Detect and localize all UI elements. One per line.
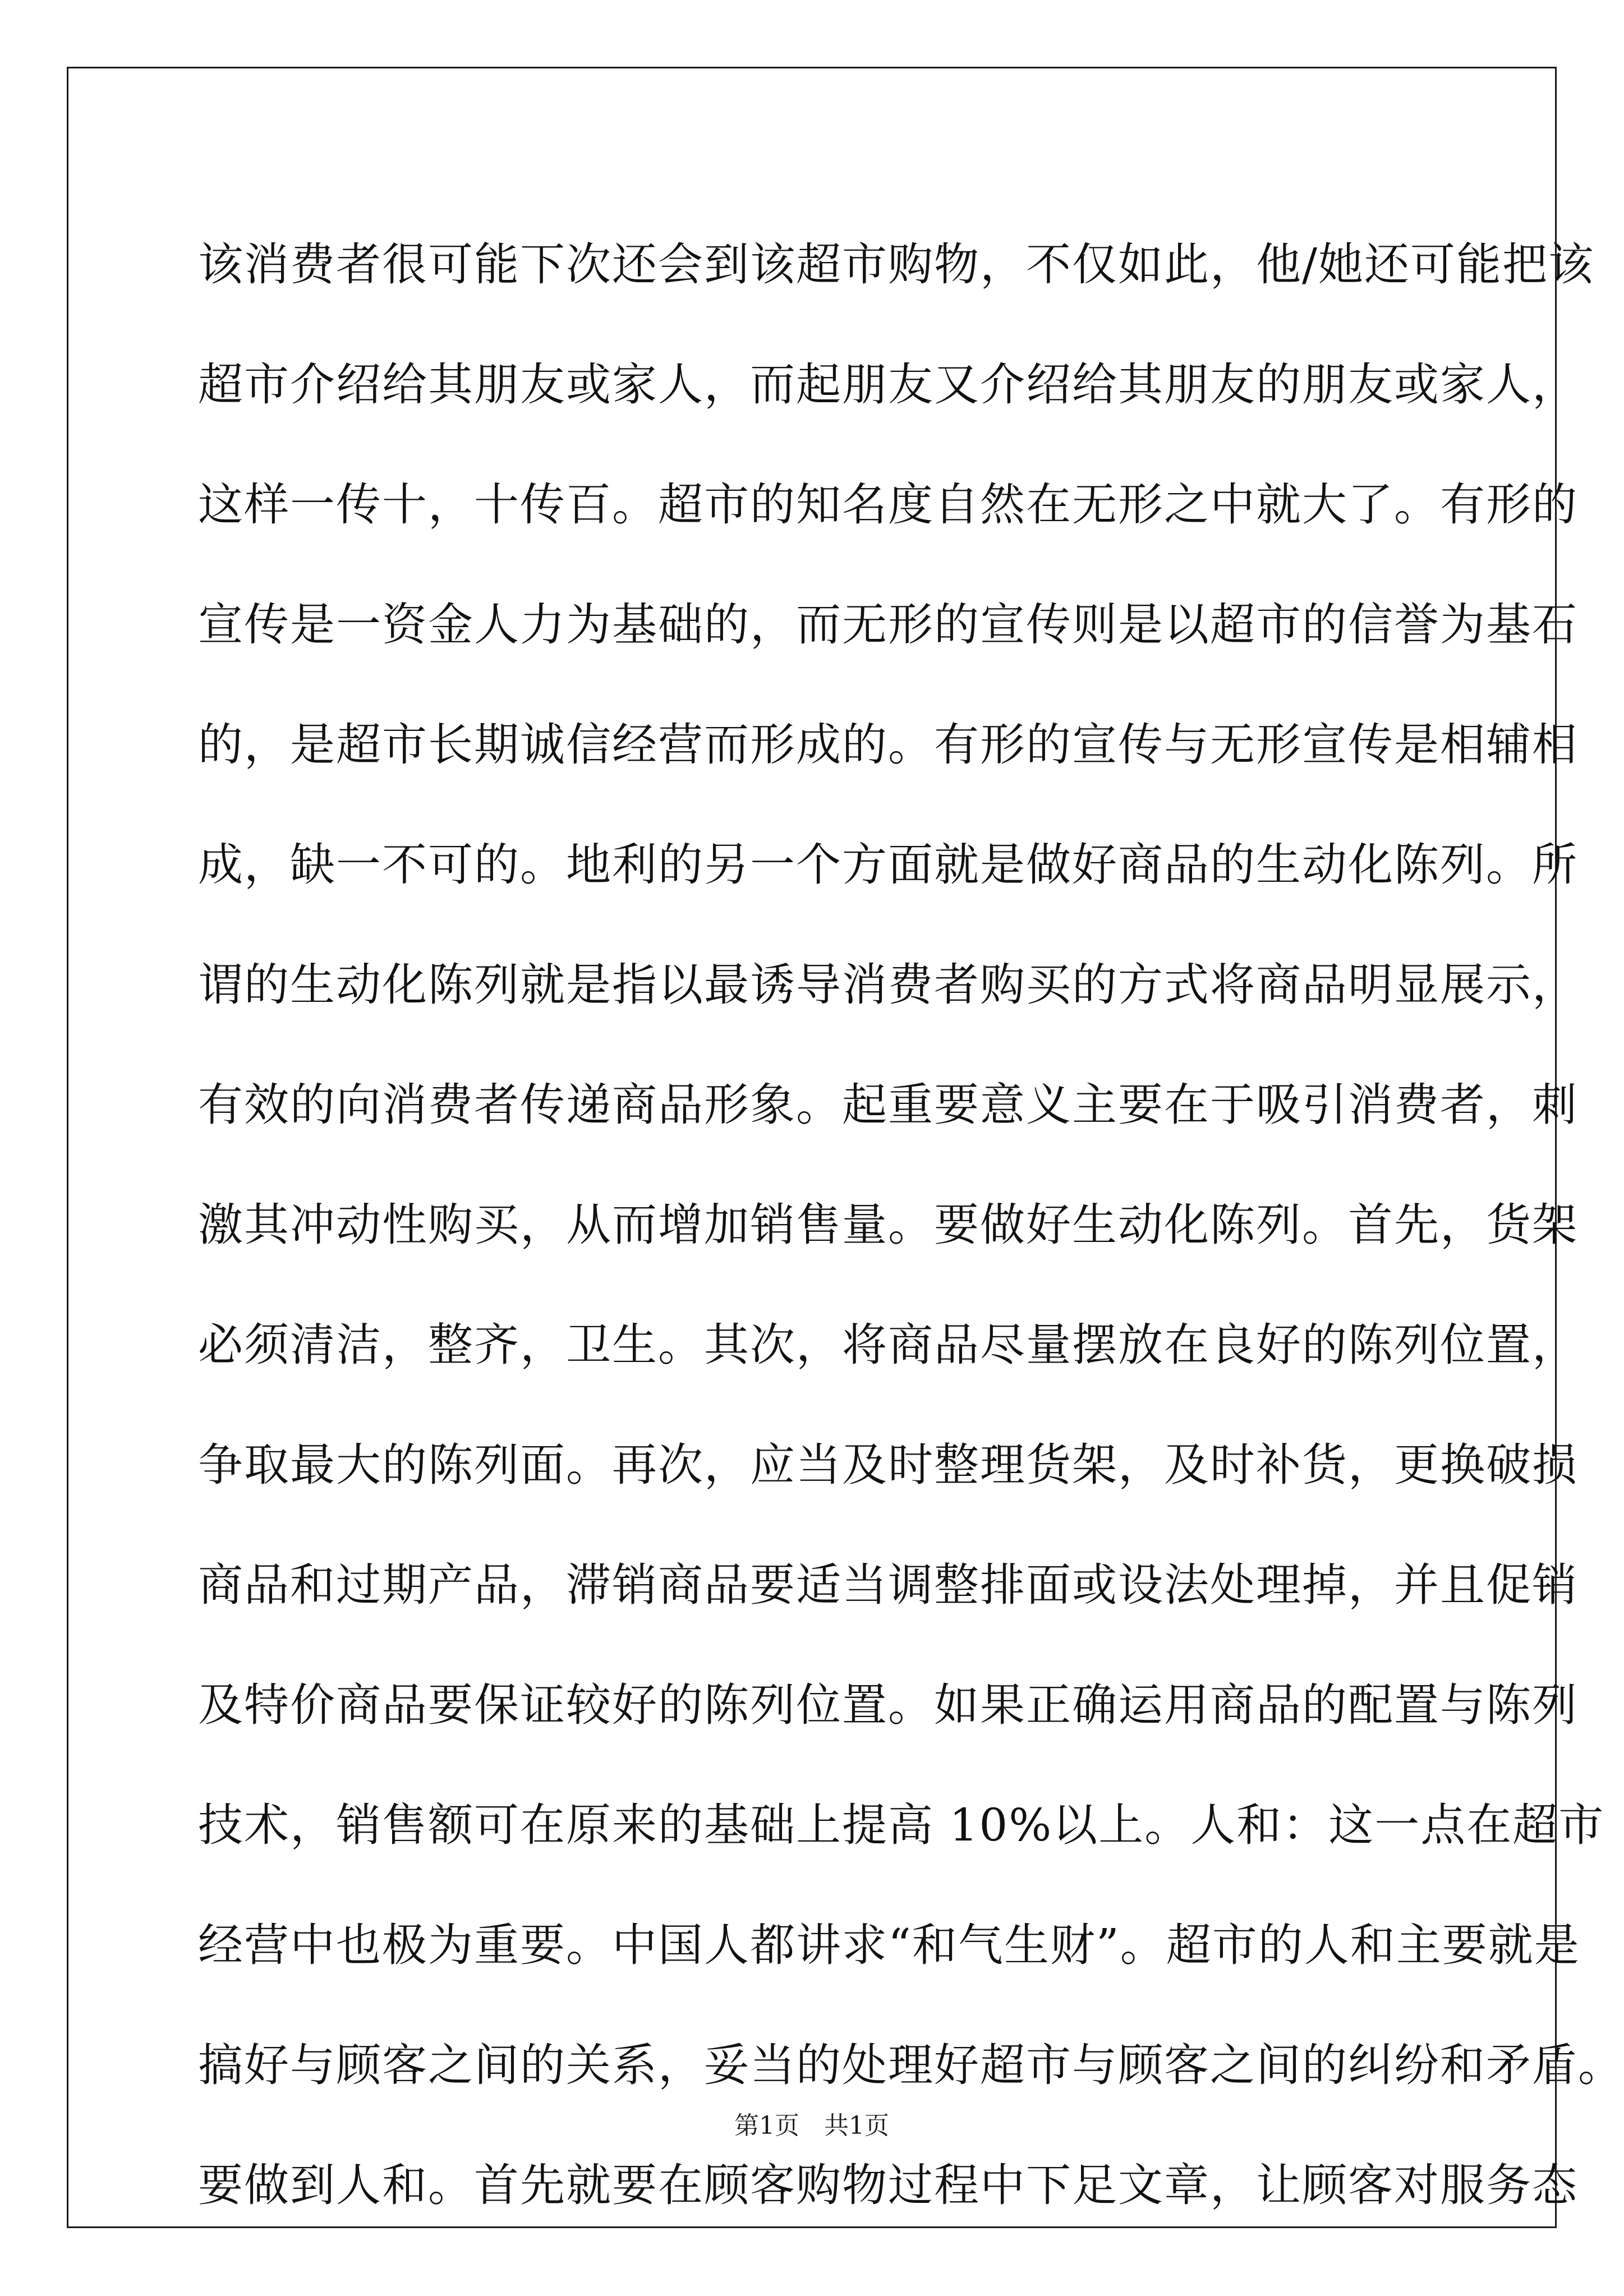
text-line: 争取最大的陈列面。再次，应当及时整理货架，及时补货，更换破损 [198,1439,1578,1491]
text-line: 超市介绍给其朋友或家人，而起朋友又介绍给其朋友的朋友或家人， [198,358,1578,411]
text-line: 成，缺一不可的。地利的另一个方面就是做好商品的生动化陈列。所 [198,839,1578,891]
text-line: 要做到人和。首先就要在顾客购物过程中下足文章，让顾客对服务态 [198,2159,1578,2211]
page-number-footer: 第1页 共1页 [734,2111,889,2140]
text-line: 及特价商品要保证较好的陈列位置。如果正确运用商品的配置与陈列 [198,1679,1578,1731]
text-line: 商品和过期产品，滞销商品要适当调整排面或设法处理掉，并且促销 [198,1559,1578,1611]
text-line: 激其冲动性购买，从而增加销售量。要做好生动化陈列。首先，货架 [198,1199,1578,1251]
document-body [198,205,1624,2246]
text-line: 必须清洁，整齐，卫生。其次，将商品尽量摆放在良好的陈列位置， [198,1319,1578,1371]
text-line: 的，是超市长期诚信经营而形成的。有形的宣传与无形宣传是相辅相 [198,719,1578,771]
text-line: 谓的生动化陈列就是指以最诱导消费者购买的方式将商品明显展示， [198,959,1578,1011]
text-line: 有效的向消费者传递商品形象。起重要意义主要在于吸引消费者，刺 [198,1079,1578,1131]
text-line: 技术，销售额可在原来的基础上提高 10%以上。人和：这一点在超市 [198,1799,1605,1851]
text-line: 经营中也极为重要。中国人都讲求“和气生财”。超市的人和主要就是 [198,1919,1580,1971]
text-line: 该消费者很可能下次还会到该超市购物，不仅如此，他/她还可能把该 [198,238,1594,291]
text-line: 宣传是一资金人力为基础的，而无形的宣传则是以超市的信誉为基石 [198,599,1578,651]
text-line: 这样一传十，十传百。超市的知名度自然在无形之中就大了。有形的 [198,478,1578,531]
text-line: 搞好与顾客之间的关系，妥当的处理好超市与顾客之间的纠纷和矛盾。 [198,2039,1624,2091]
